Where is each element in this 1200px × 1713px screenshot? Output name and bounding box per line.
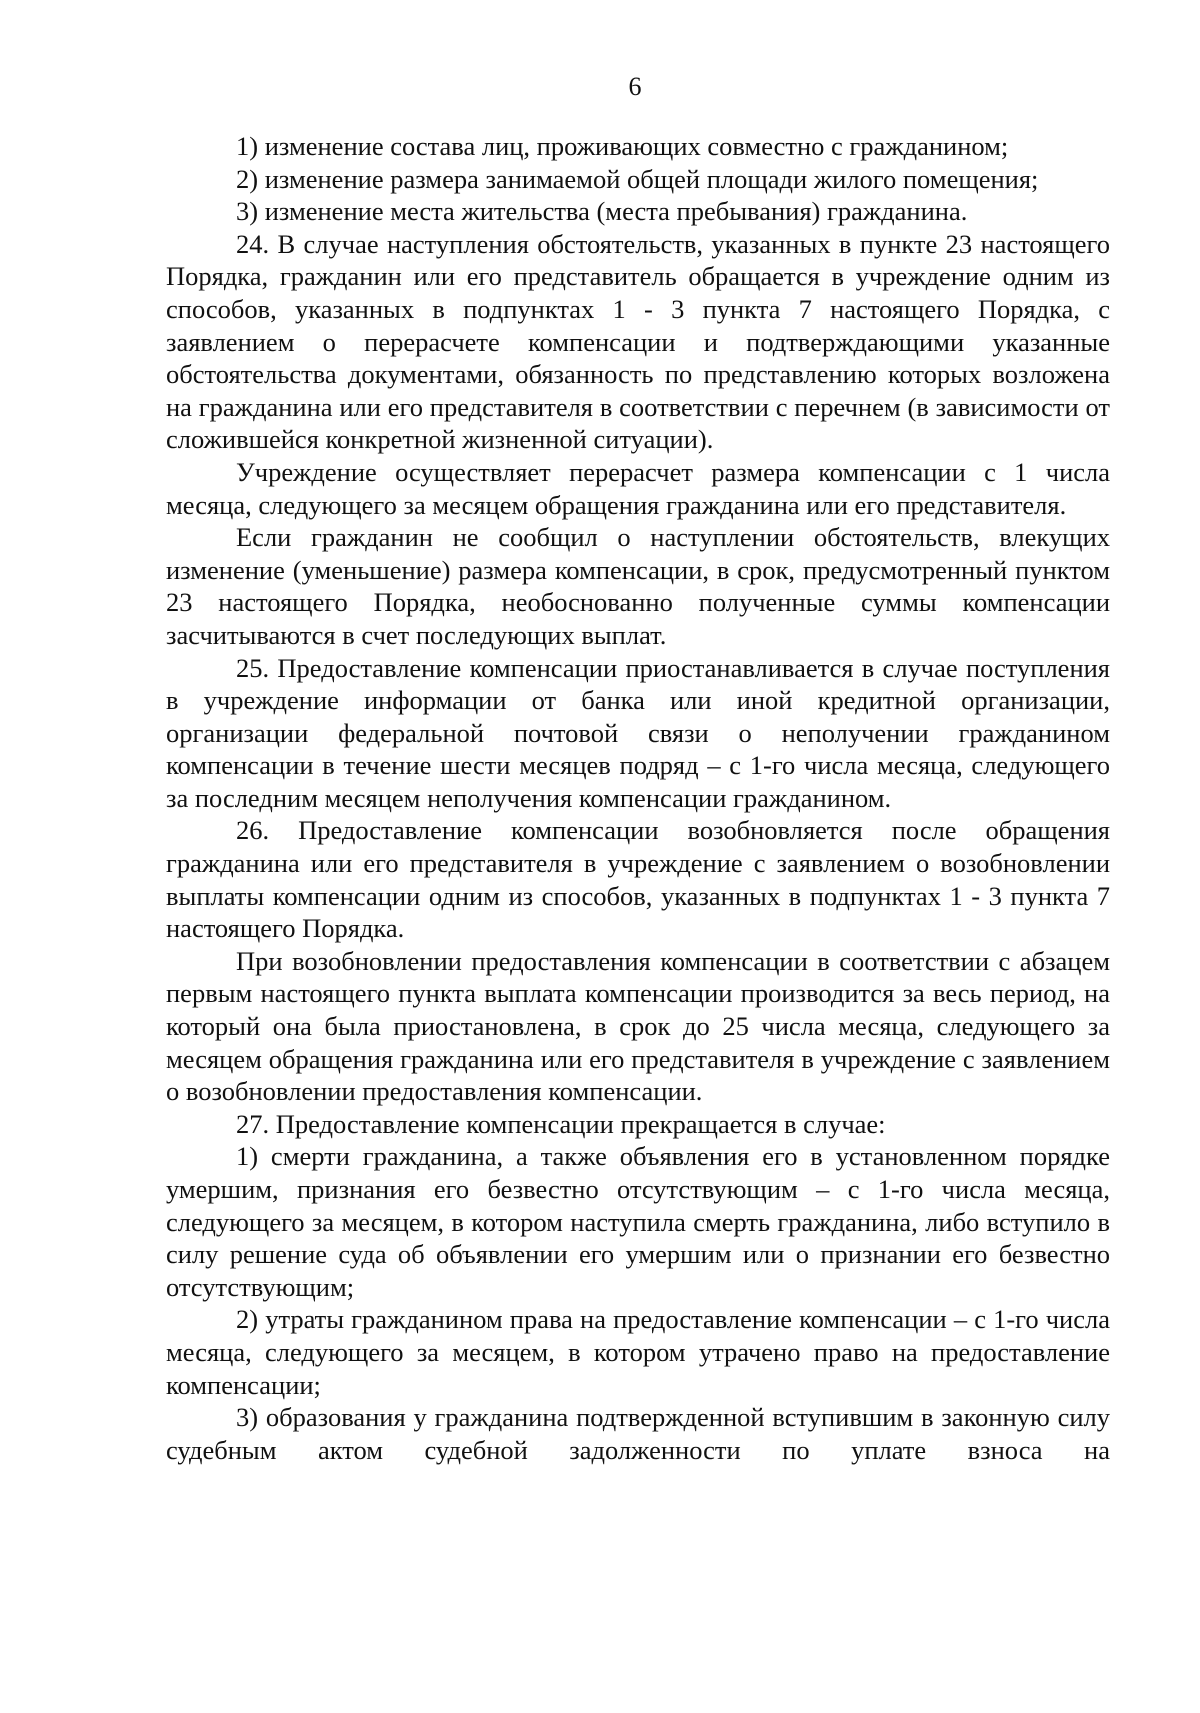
paragraph-resumption: При возобновлении предоставления компенсации в соответствии с абзацем первым настоящего пункта выплата компенсации производится за весь период, на который она была приостановлена, в срок до 25 числа месяца, следующего за месяцем обращения гражданина или его представителя в учреждение с заявлением о возобновлении предоставления компенсации. — [166, 945, 1110, 1107]
paragraph-24: 24. В случае наступления обстоятельств, указанных в пункте 23 настоящего Порядка, гражданин или его представитель обращается в учреждение одним из способов, указанных в подпунктах 1 - 3 пункта 7 настоящего Порядка, с заявлением о перерасчете компенсации и подтверждающими указанные обстоятельства документами, обязанность по представлению которых возложена на гражданина или его представителя в соответствии с перечнем (в зависимости от сложившейся конкретной жизненной ситуации). — [166, 228, 1110, 455]
paragraph-recalculation: Учреждение осуществляет перерасчет размера компенсации с 1 числа месяца, следующего за месяцем обращения гражданина или его представителя. — [166, 456, 1110, 520]
paragraph-not-reported: Если гражданин не сообщил о наступлении обстоятельств, влекущих изменение (уменьшение) размера компенсации, в срок, предусмотренный пунктом 23 настоящего Порядка, необоснованно полученные суммы компенсации засчитываются в счет последующих выплат. — [166, 522, 1110, 650]
paragraph-27-item-2: 2) утраты гражданином права на предоставление компенсации – с 1-го числа месяца, следующего за месяцем, в котором утрачено право на предоставление компенсации; — [166, 1304, 1110, 1400]
paragraph-26: 26. Предоставление компенсации возобновляется после обращения гражданина или его представителя в учреждение с заявлением о возобновлении выплаты компенсации одним из способов, указанных в подпунктах 1 - 3 пункта 7 настоящего Порядка. — [166, 815, 1110, 944]
paragraph-item-3: 3) изменение места жительства (места пребывания) гражданина. — [236, 196, 968, 227]
paragraph-27-item-3: 3) образования у гражданина подтвержденной вступившим в законную силу судебным актом судебной задолженности по уплате взноса на — [166, 1402, 1110, 1465]
paragraph-27-item-1: 1) смерти гражданина, а также объявления его в установленном порядке умершим, признания его безвестно отсутствующим – с 1-го числа месяца, следующего за месяцем, в котором наступила смерть гражданина, либо вступило в силу решение суда об объявлении его умершим или о признании его безвестно отсутствующим; — [166, 1141, 1110, 1302]
document-body — [166, 130, 1110, 1466]
paragraph-25: 25. Предоставление компенсации приостанавливается в случае поступления в учреждение информации от банка или иной кредитной организации, организации федеральной почтовой связи о неполучении гражданином компенсации в течение шести месяцев подряд – с 1-го числа месяца, следующего за последним месяцем неполучения компенсации гражданином. — [166, 652, 1110, 813]
paragraph-item-2: 2) изменение размера занимаемой общей площади жилого помещения; — [236, 163, 1039, 194]
paragraph-item-1: 1) изменение состава лиц, проживающих совместно с гражданином; — [236, 131, 1009, 161]
page-number: 6 — [628, 72, 642, 101]
paragraph-27: 27. Предоставление компенсации прекращается в случае: — [236, 1108, 886, 1139]
